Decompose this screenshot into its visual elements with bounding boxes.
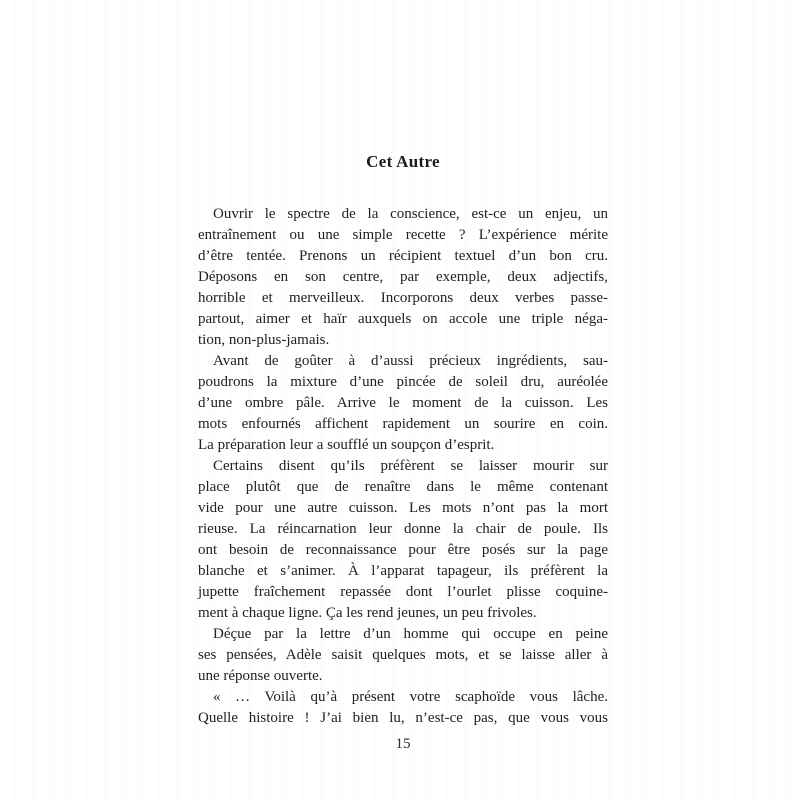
text-line: jupette fraîchement repassée dont l’ourlet plisse coquine- bbox=[198, 584, 608, 600]
text-line: Quelle histoire ! J’ai bien lu, n’est-ce pas, que vous vous bbox=[198, 710, 608, 726]
paragraph bbox=[198, 351, 608, 456]
text-line: blanche et s’animer. À l’apparat tapageur, ils préfèrent la bbox=[198, 563, 608, 579]
text-line: Ouvrir le spectre de la conscience, est-ce un enjeu, un bbox=[213, 206, 608, 222]
text-line: entraînement ou une simple recette ? L’expérience mérite bbox=[198, 227, 608, 243]
text-line: une réponse ouverte. bbox=[198, 668, 323, 684]
text-line: d’être tentée. Prenons un récipient textuel d’un bon cru. bbox=[198, 248, 608, 264]
text-line: ses pensées, Adèle saisit quelques mots, et se laisse aller à bbox=[198, 647, 608, 663]
paragraph bbox=[198, 204, 608, 351]
text-line: Déposons en son centre, par exemple, deux adjectifs, bbox=[198, 269, 608, 285]
text-line: La préparation leur a soufflé un soupçon d’esprit. bbox=[198, 437, 495, 453]
text-line: mots enfournés affichent rapidement un sourire en coin. bbox=[198, 416, 608, 432]
text-line: vide pour une autre cuisson. Les mots n’ont pas la mort bbox=[198, 500, 608, 516]
text-line: « … Voilà qu’à présent votre scaphoïde vous lâche. bbox=[213, 689, 608, 705]
text-line: Déçue par la lettre d’un homme qui occupe en peine bbox=[213, 626, 608, 642]
paragraph bbox=[198, 456, 608, 624]
book-page bbox=[198, 150, 608, 729]
text-line: ment à chaque ligne. Ça les rend jeunes, un peu frivoles. bbox=[198, 605, 537, 621]
chapter-title: Cet Autre bbox=[366, 152, 440, 171]
text-line: Avant de goûter à d’aussi précieux ingrédients, sau- bbox=[213, 353, 608, 369]
paragraph bbox=[198, 687, 608, 729]
text-line: horrible et merveilleux. Incorporons deux verbes passe- bbox=[198, 290, 608, 306]
text-line: partout, aimer et haïr auxquels on accole une triple néga- bbox=[198, 311, 608, 327]
text-line: d’une ombre pâle. Arrive le moment de la cuisson. Les bbox=[198, 395, 608, 411]
text-line: tion, non-plus-jamais. bbox=[198, 332, 330, 348]
paragraph bbox=[198, 624, 608, 687]
body-text bbox=[198, 204, 608, 729]
text-line: rieuse. La réincarnation leur donne la chair de poule. Ils bbox=[198, 521, 608, 537]
text-line: poudrons la mixture d’une pincée de soleil dru, auréolée bbox=[198, 374, 608, 390]
text-line: Certains disent qu’ils préfèrent se laisser mourir sur bbox=[213, 458, 608, 474]
text-line: place plutôt que de renaître dans le même contenant bbox=[198, 479, 608, 495]
text-line: ont besoin de reconnaissance pour être posés sur la page bbox=[198, 542, 608, 558]
page-number: 15 bbox=[395, 736, 411, 752]
